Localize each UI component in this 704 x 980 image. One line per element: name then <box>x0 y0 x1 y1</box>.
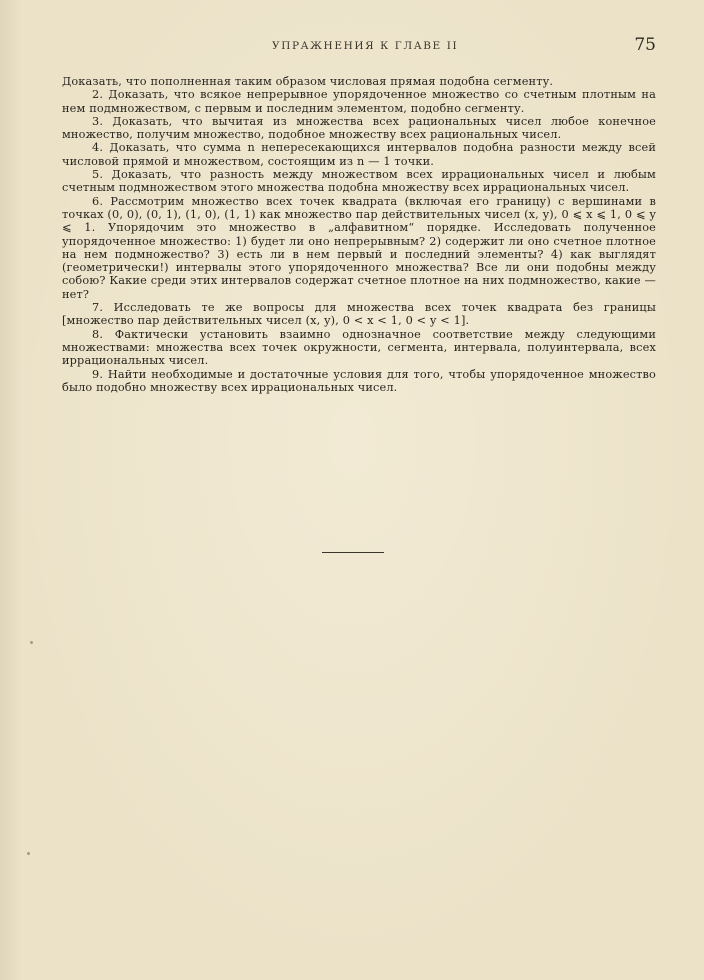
end-rule <box>322 552 384 553</box>
exercise-3: 3. Доказать, что вычитая из множества всех рациональных чисел любое конечное множество, получим множество, подобное множеству всех рациональных чисел. <box>62 114 656 142</box>
page-number: 75 <box>634 35 656 55</box>
paragraph-continuation: Доказать, что пополненная таким образом числовая прямая подобна сегменту. <box>62 75 554 88</box>
exercise-5: 5. Доказать, что разность между множеством всех иррациональных чисел и любым счетным подмножеством этого множества подобна множеству всех иррациональных чисел. <box>62 168 656 195</box>
exercise-4: 4. Доказать, что сумма n непересекающихся интервалов подобна разности между всей числовой прямой и множеством, состоящим из n — 1 точки. <box>62 141 656 168</box>
exercise-8: 8. Фактически установить взаимно однозначное соответствие между следующими множествами: множества всех точек окружности, сегмента, интервала, полуинтервала, всех иррациональных чисел. <box>62 327 656 368</box>
exercise-9: 9. Найти необходимые и достаточные условия для того, чтобы упорядоченное множество было подобно множеству всех иррациональных чисел. <box>62 367 656 394</box>
exercise-7: 7. Исследовать те же вопросы для множества всех точек квадрата без границы [множество пар действительных чисел (x, y), 0 < x < 1, 0 < y < 1]. <box>62 301 656 328</box>
exercise-2: 2. Доказать, что всякое непрерывное упорядоченное множество со счетным плотным на нем подмножеством, с первым и последним элементом, подобно сегменту. <box>62 88 656 115</box>
paper-speck <box>30 641 33 644</box>
exercise-6: 6. Рассмотрим множество всех точек квадрата (включая его границу) с вершинами в точках (0, 0), (0, 1), (1, 0), (1, 1) как множество пар действительных чисел (x, y), 0 ⩽ x ⩽ 1, 0 ⩽ y ⩽ 1. Упорядочим это множество в „алфавитном“ порядке. Исследовать полученное упорядоченное множество: 1) будет ли оно непрерывным? 2) содержит ли оно счетное плотное на нем подмножество? 3) есть ли в нем первый и последний элементы? 4) как выглядят (геометрически!) интервалы этого упорядоченного множества? Все ли они подобны между собою? Какие среди этих интервалов содержат счетное плотное на них подмножество, какие — нет? <box>62 194 656 301</box>
running-head: УПРАЖНЕНИЯ К ГЛАВЕ II <box>272 40 459 52</box>
page-header <box>60 35 656 57</box>
paper-speck <box>27 852 30 855</box>
exercise-text <box>62 75 656 394</box>
